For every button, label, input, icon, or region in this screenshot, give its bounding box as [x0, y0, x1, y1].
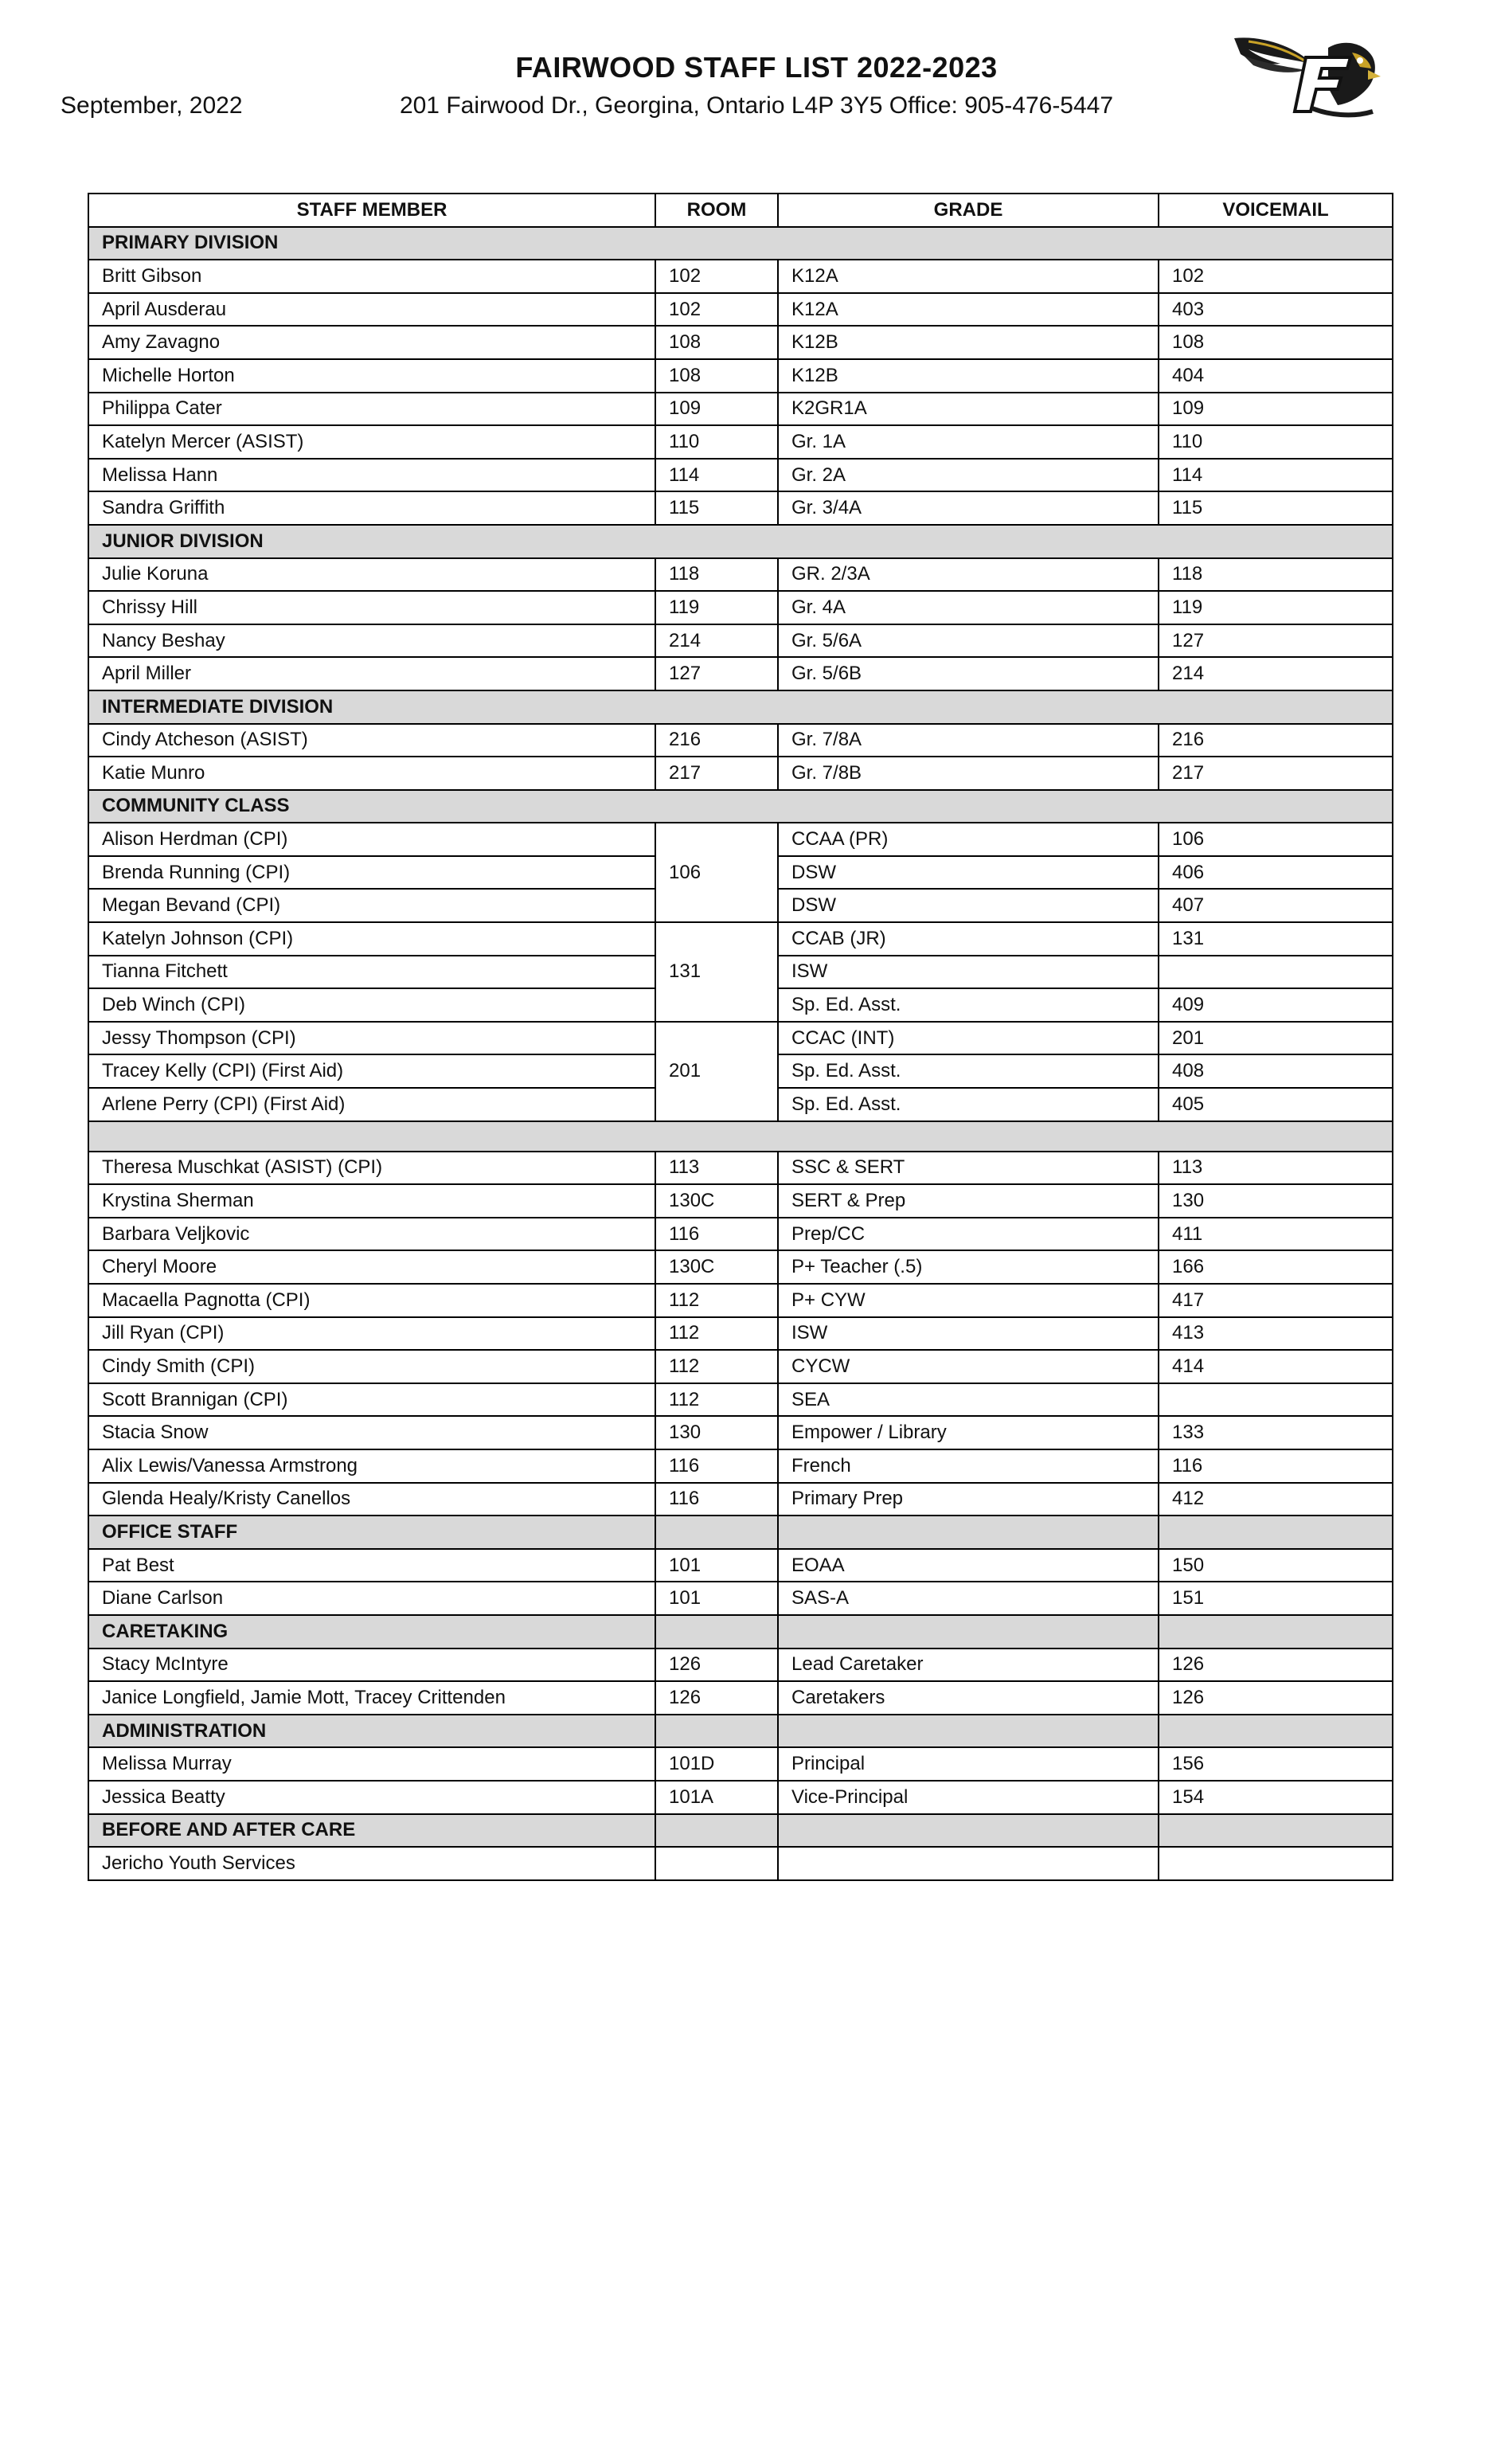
grade: Empower / Library	[778, 1416, 1159, 1449]
room-number: 102	[655, 260, 778, 293]
grade: K12B	[778, 359, 1159, 393]
room-number: 214	[655, 624, 778, 658]
grade: K12B	[778, 326, 1159, 359]
staff-name: Macaella Pagnotta (CPI)	[88, 1284, 655, 1317]
staff-name: Tracey Kelly (CPI) (First Aid)	[88, 1054, 655, 1088]
staff-name: Katie Munro	[88, 757, 655, 790]
grade: Gr. 5/6A	[778, 624, 1159, 658]
grade: SERT & Prep	[778, 1184, 1159, 1218]
section-room-cell	[655, 1715, 778, 1748]
section-title: INTERMEDIATE DIVISION	[88, 690, 1393, 724]
table-row	[88, 1582, 1393, 1615]
table-row	[88, 260, 1393, 293]
table-row	[88, 459, 1393, 492]
grade: CCAC (INT)	[778, 1022, 1159, 1055]
staff-name: Cheryl Moore	[88, 1250, 655, 1284]
voicemail	[1159, 956, 1393, 989]
voicemail: 411	[1159, 1218, 1393, 1251]
spacer-cell	[88, 1121, 1393, 1152]
staff-name: Deb Winch (CPI)	[88, 988, 655, 1022]
table-row	[88, 1317, 1393, 1351]
table-row	[88, 1747, 1393, 1781]
table-row	[88, 326, 1393, 359]
voicemail: 413	[1159, 1317, 1393, 1351]
table-row	[88, 624, 1393, 658]
room-number: 131	[655, 922, 778, 1022]
voicemail	[1159, 1847, 1393, 1880]
room-number: 112	[655, 1317, 778, 1351]
voicemail: 214	[1159, 657, 1393, 690]
grade: CYCW	[778, 1350, 1159, 1383]
voicemail: 417	[1159, 1284, 1393, 1317]
voicemail: 201	[1159, 1022, 1393, 1055]
room-number	[655, 1847, 778, 1880]
section-header-row	[88, 690, 1393, 724]
room-number: 116	[655, 1449, 778, 1483]
grade: DSW	[778, 889, 1159, 922]
room-number: 126	[655, 1649, 778, 1682]
room-number: 101	[655, 1582, 778, 1615]
grade: P+ Teacher (.5)	[778, 1250, 1159, 1284]
list-date: September, 2022	[61, 92, 243, 119]
voicemail: 408	[1159, 1054, 1393, 1088]
voicemail: 412	[1159, 1483, 1393, 1516]
table-row	[88, 1250, 1393, 1284]
section-vm-cell	[1159, 1516, 1393, 1549]
staff-name: Jill Ryan (CPI)	[88, 1317, 655, 1351]
section-room-cell	[655, 1516, 778, 1549]
room-number: 101D	[655, 1747, 778, 1781]
grade: Caretakers	[778, 1681, 1159, 1715]
staff-name: Melissa Murray	[88, 1747, 655, 1781]
falcon-logo-icon	[1233, 32, 1384, 126]
grade: Prep/CC	[778, 1218, 1159, 1251]
grade: French	[778, 1449, 1159, 1483]
staff-name: Philippa Cater	[88, 393, 655, 426]
voicemail: 102	[1159, 260, 1393, 293]
table-row	[88, 1681, 1393, 1715]
staff-name: Jericho Youth Services	[88, 1847, 655, 1880]
staff-name: Barbara Veljkovic	[88, 1218, 655, 1251]
room-number: 102	[655, 293, 778, 327]
voicemail: 106	[1159, 823, 1393, 856]
voicemail: 119	[1159, 591, 1393, 624]
voicemail: 110	[1159, 425, 1393, 459]
staff-name: Scott Brannigan (CPI)	[88, 1383, 655, 1417]
grade: SEA	[778, 1383, 1159, 1417]
room-number: 217	[655, 757, 778, 790]
staff-name: Nancy Beshay	[88, 624, 655, 658]
section-title: BEFORE AND AFTER CARE	[88, 1814, 655, 1848]
table-row	[88, 1184, 1393, 1218]
grade: Gr. 7/8B	[778, 757, 1159, 790]
voicemail: 115	[1159, 491, 1393, 525]
table-row	[88, 558, 1393, 592]
section-header-row	[88, 790, 1393, 823]
staff-name: Pat Best	[88, 1549, 655, 1582]
falcon-head	[1328, 43, 1381, 105]
grade: K2GR1A	[778, 393, 1159, 426]
section-title: OFFICE STAFF	[88, 1516, 655, 1549]
room-number: 108	[655, 326, 778, 359]
voicemail: 403	[1159, 293, 1393, 327]
table-row	[88, 1549, 1393, 1582]
grade: Principal	[778, 1747, 1159, 1781]
grade: Gr. 3/4A	[778, 491, 1159, 525]
grade	[778, 1847, 1159, 1880]
voicemail: 127	[1159, 624, 1393, 658]
staff-name: Amy Zavagno	[88, 326, 655, 359]
table-row	[88, 293, 1393, 327]
voicemail: 166	[1159, 1250, 1393, 1284]
room-number: 112	[655, 1284, 778, 1317]
staff-name: Stacy McIntyre	[88, 1649, 655, 1682]
room-number: 115	[655, 491, 778, 525]
staff-name: Katelyn Johnson (CPI)	[88, 922, 655, 956]
room-number: 101	[655, 1549, 778, 1582]
section-header-row	[88, 1615, 1393, 1649]
voicemail: 133	[1159, 1416, 1393, 1449]
voicemail: 126	[1159, 1649, 1393, 1682]
room-number: 116	[655, 1218, 778, 1251]
table-row	[88, 491, 1393, 525]
section-grade-cell	[778, 1516, 1159, 1549]
staff-name: April Ausderau	[88, 293, 655, 327]
grade: Sp. Ed. Asst.	[778, 1054, 1159, 1088]
voicemail: 406	[1159, 856, 1393, 890]
grade: ISW	[778, 956, 1159, 989]
table-row	[88, 1781, 1393, 1814]
staff-name: Chrissy Hill	[88, 591, 655, 624]
staff-name: Brenda Running (CPI)	[88, 856, 655, 890]
grade: Gr. 1A	[778, 425, 1159, 459]
voicemail: 118	[1159, 558, 1393, 592]
grade: SSC & SERT	[778, 1152, 1159, 1185]
grade: K12A	[778, 293, 1159, 327]
staff-name: Diane Carlson	[88, 1582, 655, 1615]
col-header-staff: STAFF MEMBER	[88, 194, 655, 227]
section-header-row	[88, 525, 1393, 558]
room-number: 114	[655, 459, 778, 492]
table-row	[88, 922, 1393, 956]
table-row	[88, 1383, 1393, 1417]
staff-name: Michelle Horton	[88, 359, 655, 393]
grade: Gr. 2A	[778, 459, 1159, 492]
room-number: 126	[655, 1681, 778, 1715]
table-row	[88, 1483, 1393, 1516]
table-row	[88, 425, 1393, 459]
section-header-row	[88, 1516, 1393, 1549]
logo-letter-text: F	[1320, 105, 1321, 106]
staff-name: Alison Herdman (CPI)	[88, 823, 655, 856]
staff-name: Sandra Griffith	[88, 491, 655, 525]
section-room-cell	[655, 1814, 778, 1848]
voicemail	[1159, 1383, 1393, 1417]
table-row	[88, 1449, 1393, 1483]
voicemail: 414	[1159, 1350, 1393, 1383]
grade: Lead Caretaker	[778, 1649, 1159, 1682]
staff-name: Julie Koruna	[88, 558, 655, 592]
table-row	[88, 757, 1393, 790]
col-header-voicemail: VOICEMAIL	[1159, 194, 1393, 227]
table-row	[88, 359, 1393, 393]
room-number: 116	[655, 1483, 778, 1516]
staff-name: Jessy Thompson (CPI)	[88, 1022, 655, 1055]
staff-table-body	[88, 227, 1393, 1880]
grade: Sp. Ed. Asst.	[778, 1088, 1159, 1121]
room-number: 216	[655, 724, 778, 757]
voicemail: 114	[1159, 459, 1393, 492]
table-row	[88, 1416, 1393, 1449]
room-number: 113	[655, 1152, 778, 1185]
room-number: 119	[655, 591, 778, 624]
table-header-row	[88, 194, 1393, 227]
room-number: 112	[655, 1383, 778, 1417]
falcon-wing	[1234, 37, 1312, 72]
table-row	[88, 1649, 1393, 1682]
section-grade-cell	[778, 1715, 1159, 1748]
table-row	[88, 1847, 1393, 1880]
grade: Gr. 4A	[778, 591, 1159, 624]
staff-name: Cindy Atcheson (ASIST)	[88, 724, 655, 757]
section-grade-cell	[778, 1814, 1159, 1848]
grade: CCAB (JR)	[778, 922, 1159, 956]
section-vm-cell	[1159, 1715, 1393, 1748]
grade: EOAA	[778, 1549, 1159, 1582]
staff-name: Tianna Fitchett	[88, 956, 655, 989]
section-title: JUNIOR DIVISION	[88, 525, 1393, 558]
table-row	[88, 393, 1393, 426]
section-title: PRIMARY DIVISION	[88, 227, 1393, 260]
section-room-cell	[655, 1615, 778, 1649]
room-number: 130	[655, 1416, 778, 1449]
voicemail: 409	[1159, 988, 1393, 1022]
col-header-room: ROOM	[655, 194, 778, 227]
section-header-row	[88, 1715, 1393, 1748]
staff-name: April Miller	[88, 657, 655, 690]
room-number: 101A	[655, 1781, 778, 1814]
page-title: FAIRWOOD STAFF LIST 2022-2023	[515, 51, 998, 84]
table-row	[88, 591, 1393, 624]
section-header-row	[88, 227, 1393, 260]
table-row	[88, 657, 1393, 690]
voicemail: 109	[1159, 393, 1393, 426]
section-title: ADMINISTRATION	[88, 1715, 655, 1748]
room-number: 127	[655, 657, 778, 690]
voicemail: 116	[1159, 1449, 1393, 1483]
spacer-row	[88, 1121, 1393, 1152]
room-number: 130C	[655, 1184, 778, 1218]
staff-name: Cindy Smith (CPI)	[88, 1350, 655, 1383]
voicemail: 405	[1159, 1088, 1393, 1121]
grade: SAS-A	[778, 1582, 1159, 1615]
voicemail: 154	[1159, 1781, 1393, 1814]
section-title: CARETAKING	[88, 1615, 655, 1649]
room-number: 201	[655, 1022, 778, 1121]
table-row	[88, 823, 1393, 856]
grade: ISW	[778, 1317, 1159, 1351]
section-title: COMMUNITY CLASS	[88, 790, 1393, 823]
voicemail: 113	[1159, 1152, 1393, 1185]
grade: Vice-Principal	[778, 1781, 1159, 1814]
table-row	[88, 1152, 1393, 1185]
section-vm-cell	[1159, 1814, 1393, 1848]
room-number: 118	[655, 558, 778, 592]
staff-name: Stacia Snow	[88, 1416, 655, 1449]
section-header-row	[88, 1814, 1393, 1848]
staff-name: Katelyn Mercer (ASIST)	[88, 425, 655, 459]
voicemail: 108	[1159, 326, 1393, 359]
grade: CCAA (PR)	[778, 823, 1159, 856]
staff-name: Melissa Hann	[88, 459, 655, 492]
grade: DSW	[778, 856, 1159, 890]
room-number: 112	[655, 1350, 778, 1383]
col-header-grade: GRADE	[778, 194, 1159, 227]
room-number: 109	[655, 393, 778, 426]
grade: K12A	[778, 260, 1159, 293]
table-row	[88, 1218, 1393, 1251]
voicemail: 126	[1159, 1681, 1393, 1715]
section-vm-cell	[1159, 1615, 1393, 1649]
voicemail: 150	[1159, 1549, 1393, 1582]
voicemail: 130	[1159, 1184, 1393, 1218]
grade: P+ CYW	[778, 1284, 1159, 1317]
staff-name: Glenda Healy/Kristy Canellos	[88, 1483, 655, 1516]
voicemail: 131	[1159, 922, 1393, 956]
room-number: 110	[655, 425, 778, 459]
staff-name: Arlene Perry (CPI) (First Aid)	[88, 1088, 655, 1121]
voicemail: 151	[1159, 1582, 1393, 1615]
grade: Sp. Ed. Asst.	[778, 988, 1159, 1022]
staff-name: Janice Longfield, Jamie Mott, Tracey Crittenden	[88, 1681, 655, 1715]
staff-name: Theresa Muschkat (ASIST) (CPI)	[88, 1152, 655, 1185]
staff-table	[88, 193, 1393, 1881]
staff-name: Krystina Sherman	[88, 1184, 655, 1218]
voicemail: 407	[1159, 889, 1393, 922]
grade: Gr. 5/6B	[778, 657, 1159, 690]
staff-name: Alix Lewis/Vanessa Armstrong	[88, 1449, 655, 1483]
grade: Gr. 7/8A	[778, 724, 1159, 757]
table-row	[88, 1022, 1393, 1055]
grade: Primary Prep	[778, 1483, 1159, 1516]
school-address: 201 Fairwood Dr., Georgina, Ontario L4P 3Y5 Office: 905-476-5447	[399, 92, 1114, 119]
room-number: 106	[655, 823, 778, 922]
room-number: 130C	[655, 1250, 778, 1284]
staff-name: Megan Bevand (CPI)	[88, 889, 655, 922]
voicemail: 404	[1159, 359, 1393, 393]
voicemail: 216	[1159, 724, 1393, 757]
table-row	[88, 1284, 1393, 1317]
voicemail: 217	[1159, 757, 1393, 790]
room-number: 108	[655, 359, 778, 393]
staff-name: Britt Gibson	[88, 260, 655, 293]
table-row	[88, 1350, 1393, 1383]
voicemail: 156	[1159, 1747, 1393, 1781]
section-grade-cell	[778, 1615, 1159, 1649]
grade: GR. 2/3A	[778, 558, 1159, 592]
table-row	[88, 724, 1393, 757]
staff-name: Jessica Beatty	[88, 1781, 655, 1814]
